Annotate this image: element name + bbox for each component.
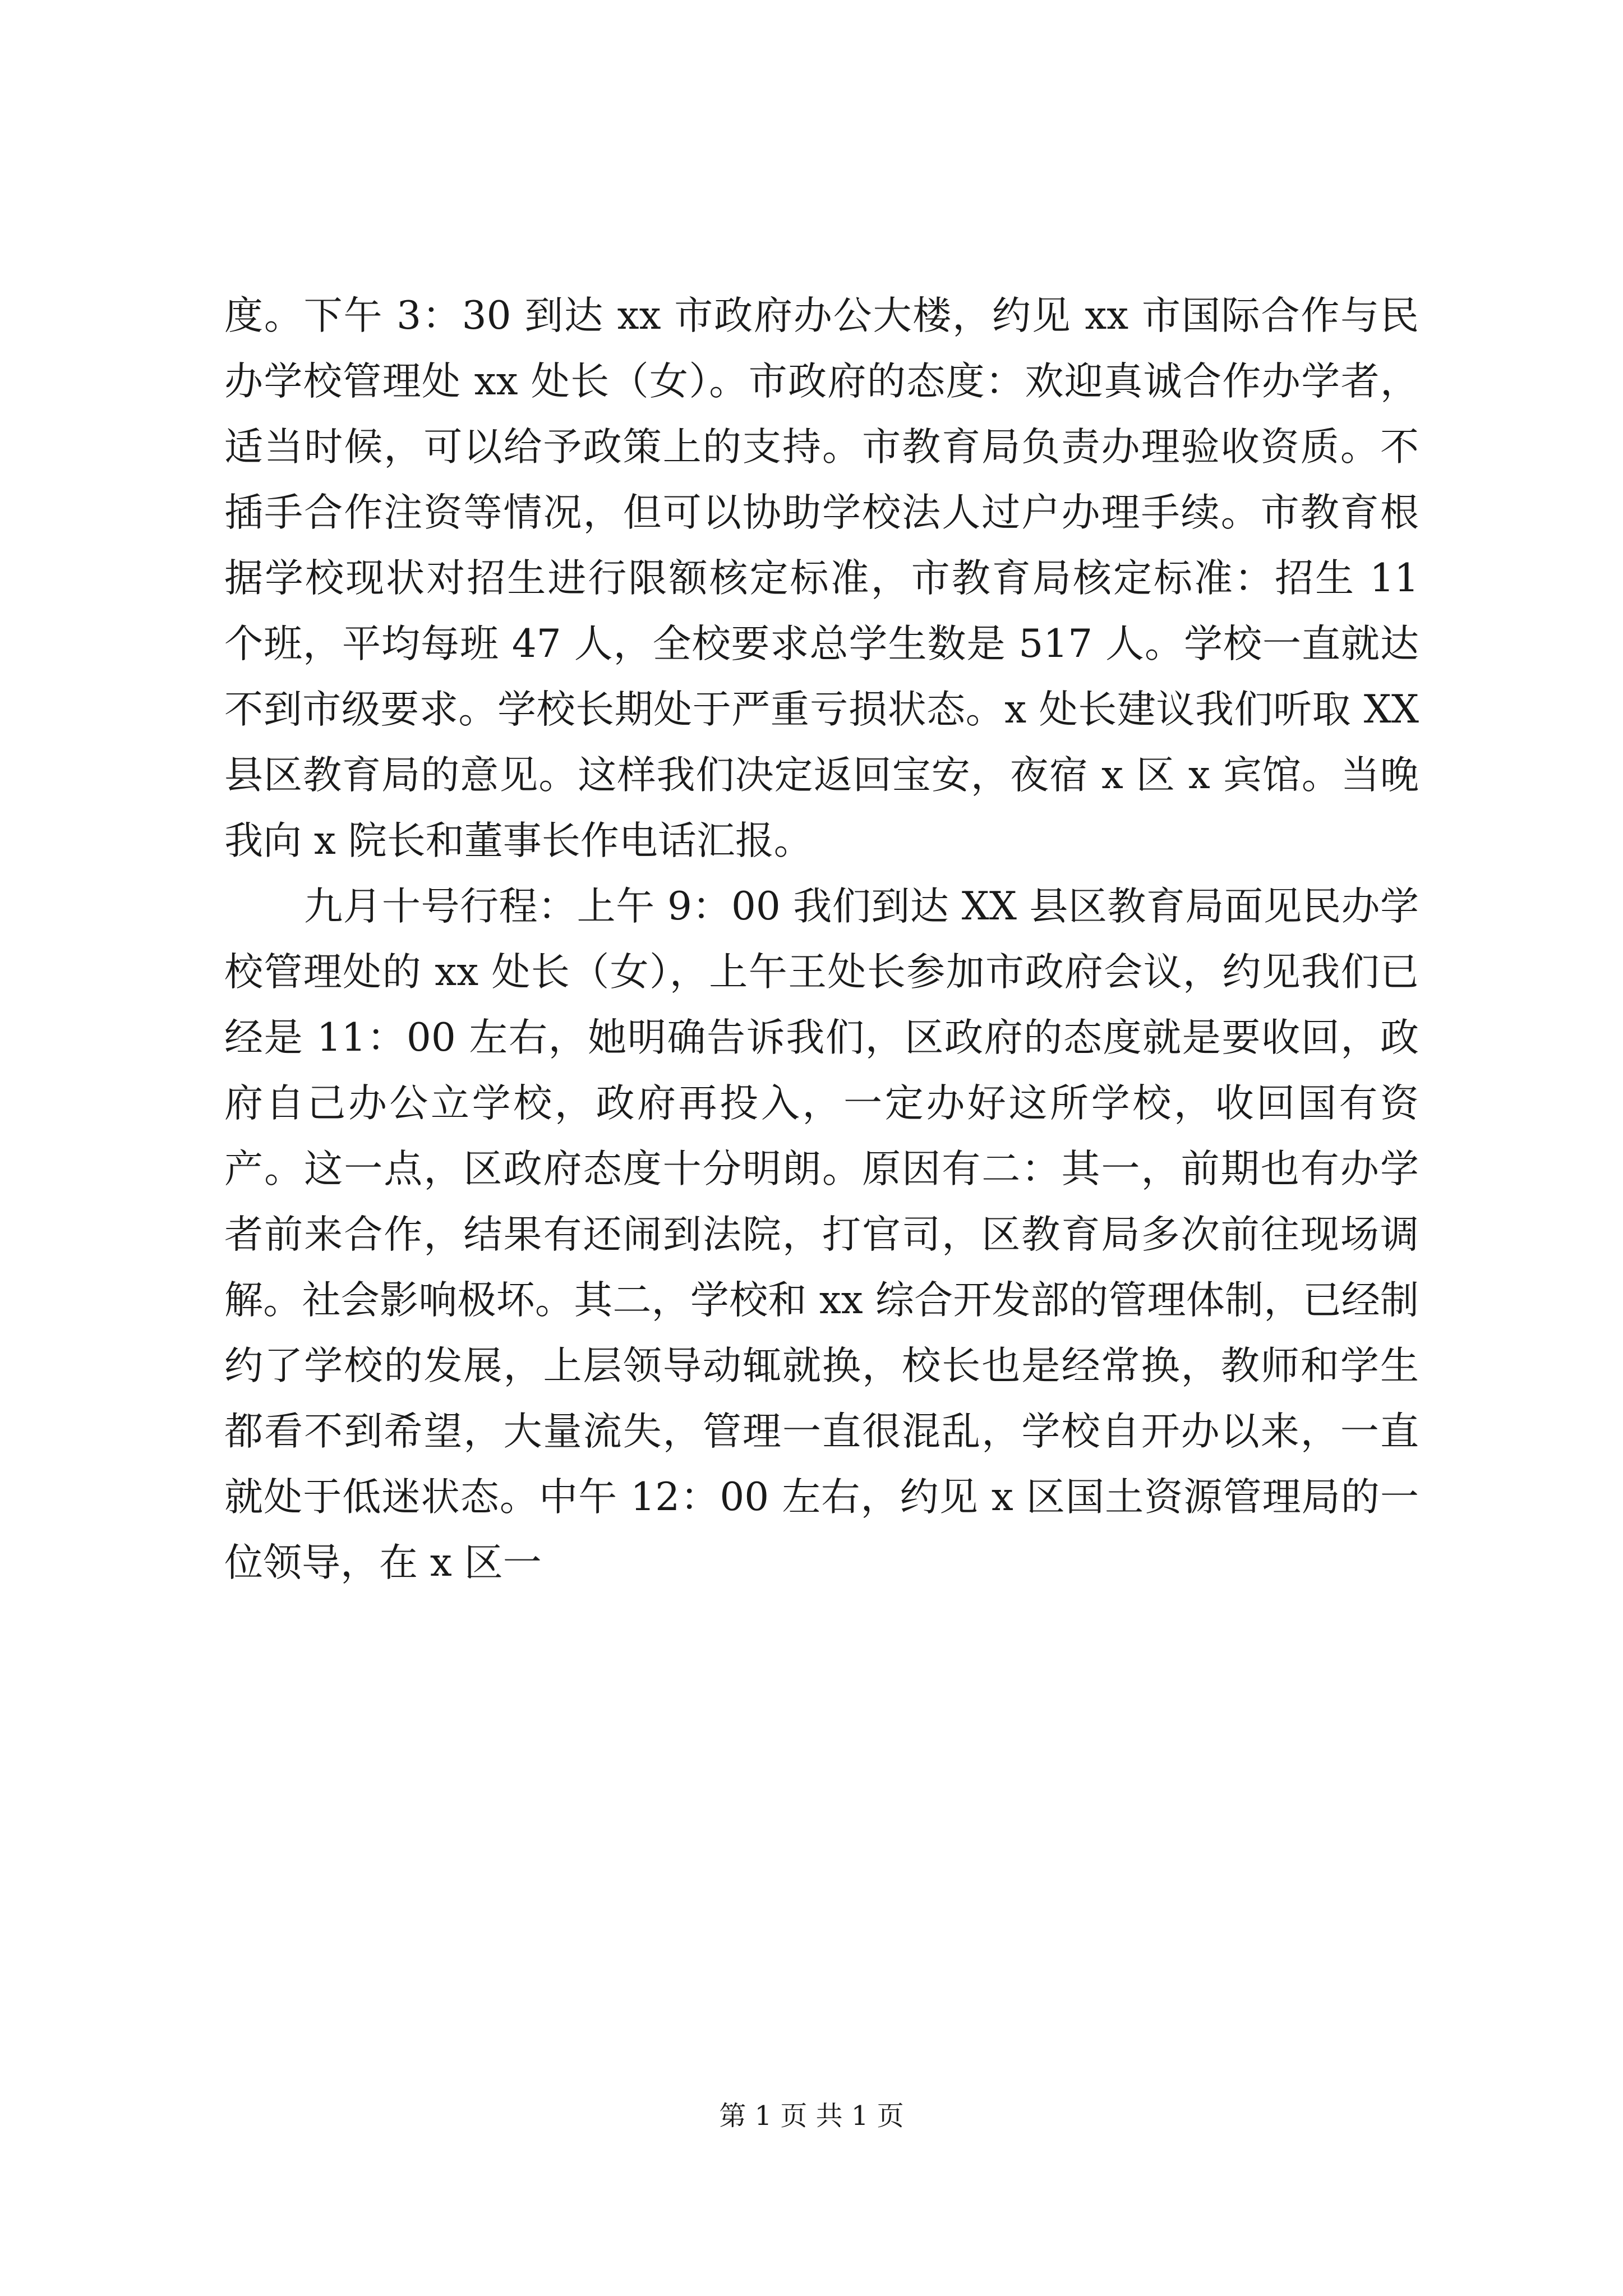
paragraph-2: 九月十号行程：上午 9：00 我们到达 XX 县区教育局面见民办学校管理处的 xx 处长（女），上午王处长参加市政府会议，约见我们已经是 11：00 左右，她明确告诉我们，区政府的态度就是要收回，政府自己办公立学校，政府再投入，一定办好这所学校，收回国有资产。这一点，区政府态度十分明朗。原因有二：其一，前期也有办学者前来合作，结果有还闹到法院，打官司，区教育局多次前往现场调解。社会影响极坏。其二，学校和 xx 综合开发部的管理体制，已经制约了学校的发展，上层领导动辄就换，校长也是经常换，教师和学生都看不到希望，大量流失，管理一直很混乱，学校自开办以来，一直就处于低迷状态。中午 12：00 左右，约见 x 区国土资源管理局的一位领导，在 x 区一	[224, 884, 1419, 1585]
document-body	[224, 283, 1419, 1596]
page-number-footer: 第 1 页 共 1 页	[719, 2100, 904, 2132]
paragraph-1: 度。下午 3：30 到达 xx 市政府办公大楼，约见 xx 市国际合作与民办学校管理处 xx 处长（女）。市政府的态度：欢迎真诚合作办学者，适当时候，可以给予政策上的支持。市教育局负责办理验收资质。不插手合作注资等情况，但可以协助学校法人过户办理手续。市教育根据学校现状对招生进行限额核定标准，市教育局核定标准：招生 11 个班，平均每班 47 人，全校要求总学生数是 517 人。学校一直就达不到市级要求。学校长期处于严重亏损状态。x 处长建议我们听取 XX 县区教育局的意见。这样我们决定返回宝安，夜宿 x 区 x 宾馆。当晚我向 x 院长和董事长作电话汇报。	[224, 293, 1419, 863]
